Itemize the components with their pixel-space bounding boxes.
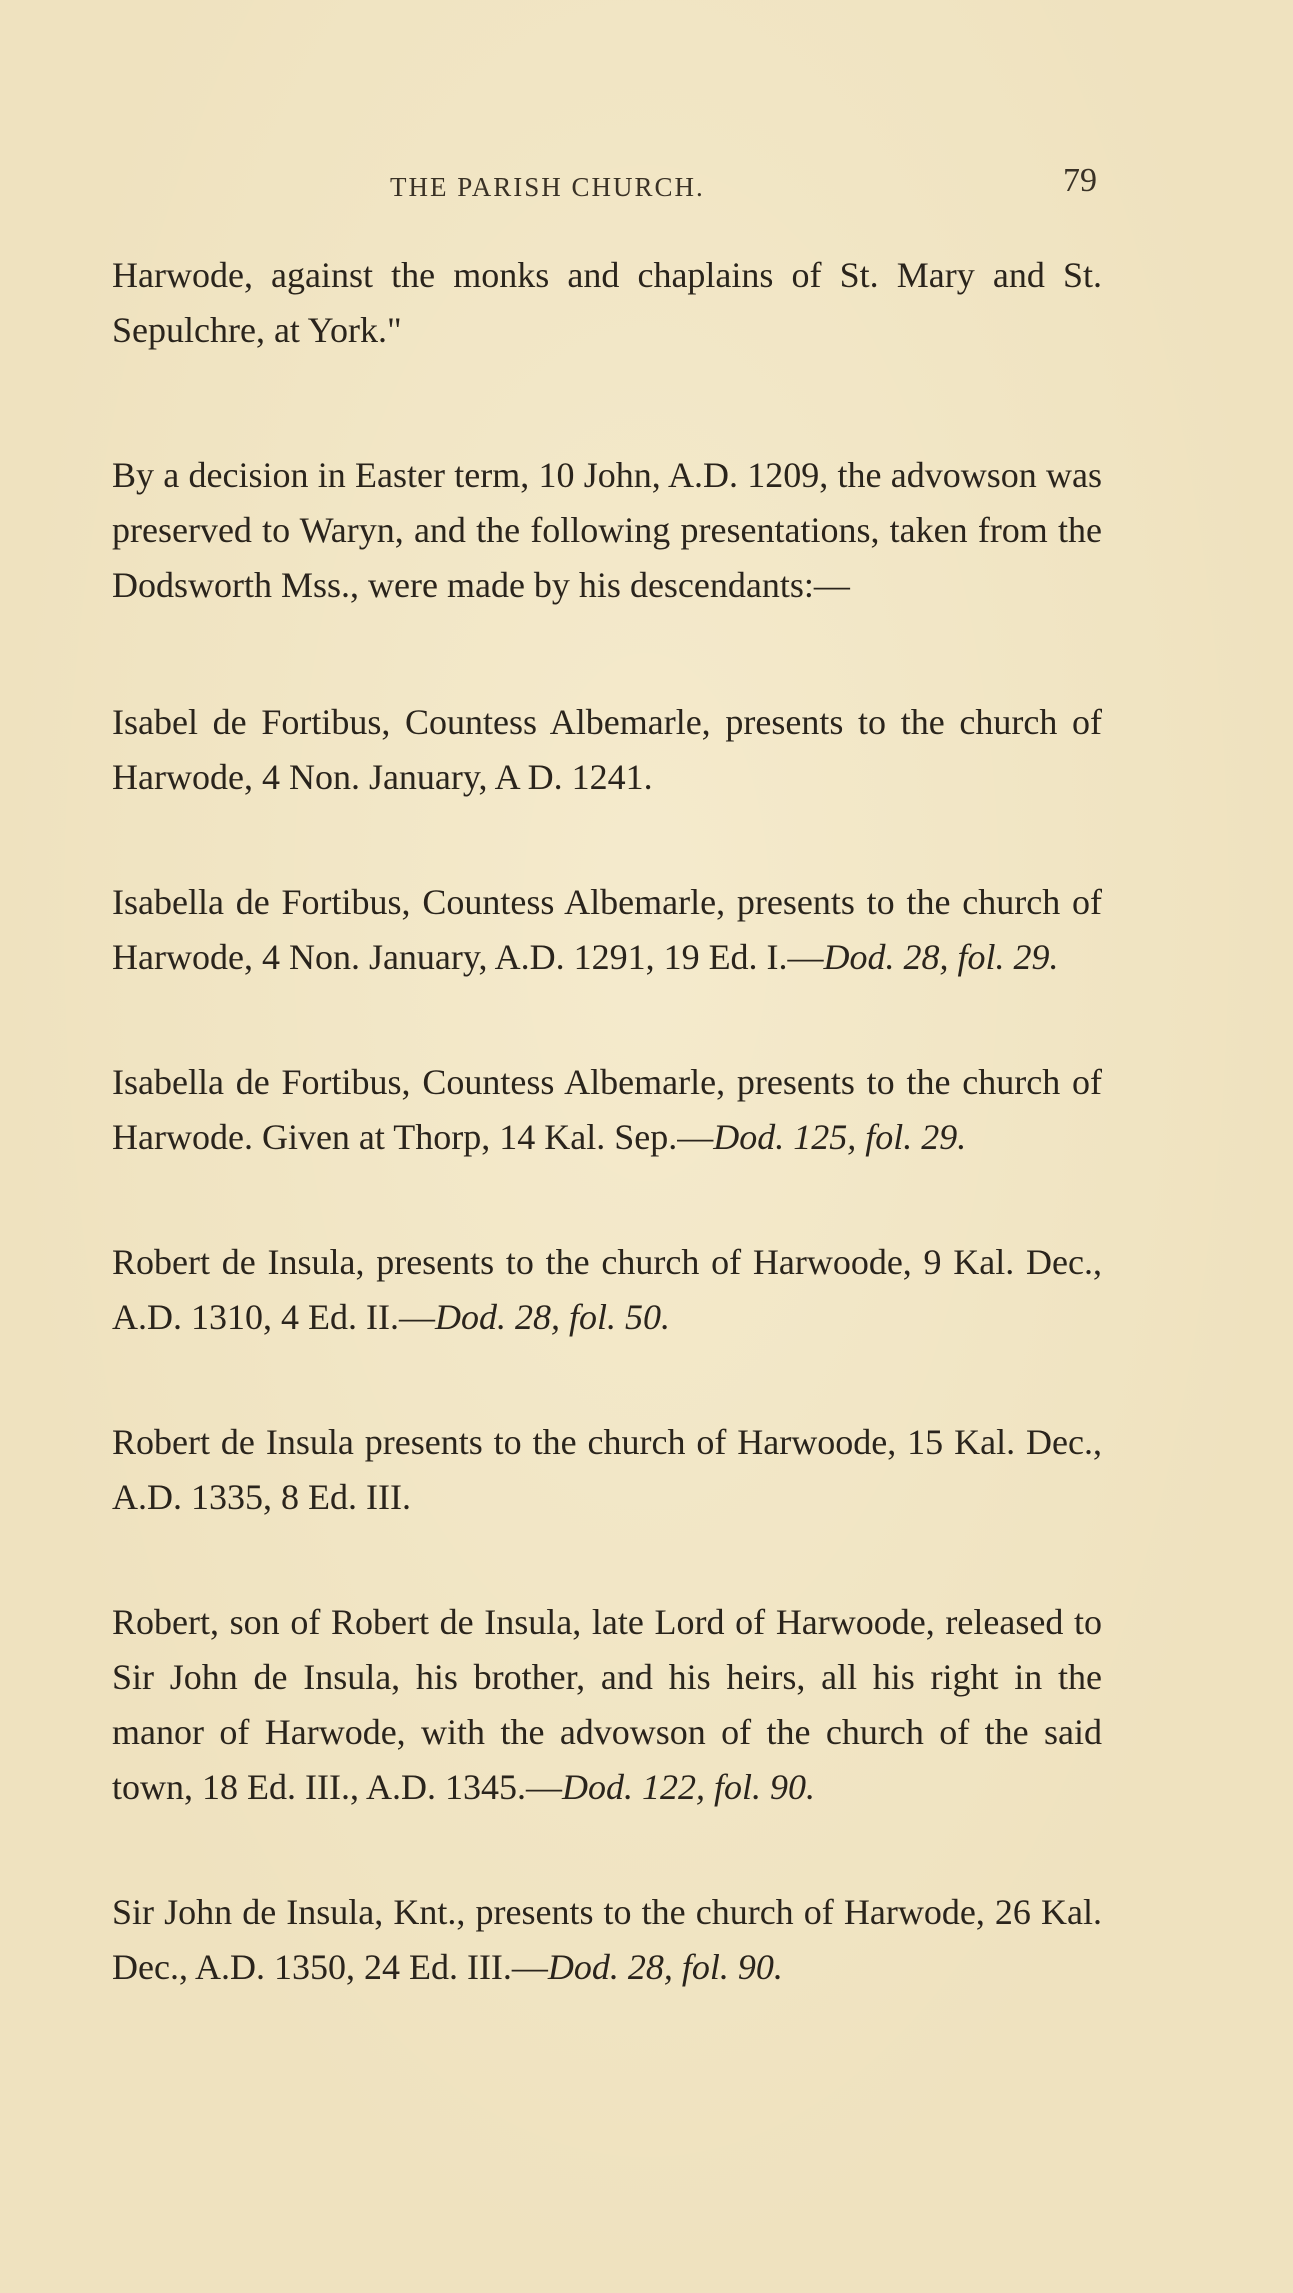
running-title: THE PARISH CHURCH.: [390, 172, 705, 202]
page-number: 79: [1063, 162, 1097, 199]
presentation-entry: [112, 1415, 1102, 1525]
entry-text: Isabella de Fortibus, Countess Albemarle, presents to the church of Harwode, 4 Non. January, A.D. 1291, 19 Ed. I.—: [112, 882, 1102, 977]
entry-text: Isabel de Fortibus, Countess Albemarle, presents to the church of Harwode, 4 Non. January, A D. 1241.: [112, 702, 1102, 797]
presentation-entry: [112, 875, 1102, 985]
entry-text: Isabella de Fortibus, Countess Albemarle, presents to the church of Harwode. Given at Thorp, 14 Kal. Sep.—: [112, 1062, 1102, 1157]
entry-reference: Dod. 125, fol. 29.: [713, 1117, 967, 1157]
presentation-entry: [112, 1235, 1102, 1345]
entry-text: Robert de Insula presents to the church of Harwoode, 15 Kal. Dec., A.D. 1335, 8 Ed. III.: [112, 1422, 1102, 1517]
paragraph-advowson: By a decision in Easter term, 10 John, A.D. 1209, the advowson was preserved to Waryn, and the following presentations, taken from the Dodsworth Mss., were made by his descendants:—: [112, 455, 1102, 605]
presentation-entry: [112, 1885, 1102, 1995]
presentation-entry: [112, 1595, 1102, 1815]
entry-text: Sir John de Insula, Knt., presents to the church of Harwode, 26 Kal. Dec., A.D. 1350, 24 Ed. III.—: [112, 1892, 1102, 1987]
entry-reference: Dod. 28, fol. 29.: [823, 937, 1059, 977]
entry-text: Robert de Insula, presents to the church of Harwoode, 9 Kal. Dec., A.D. 1310, 4 Ed. II.—: [112, 1242, 1102, 1337]
entry-reference: Dod. 28, fol. 50.: [434, 1297, 670, 1337]
presentation-entry: [112, 695, 1102, 805]
paragraph-continuation: Harwode, against the monks and chaplains of St. Mary and St. Sepulchre, at York.": [112, 255, 1102, 350]
entry-reference: Dod. 28, fol. 90.: [547, 1947, 783, 1987]
entry-text: Robert, son of Robert de Insula, late Lord of Harwoode, released to Sir John de Insula, his brother, and his heirs, all his right in the manor of Harwode, with the advowson of the church of the said town, 18 Ed. III., A.D. 1345.—: [112, 1602, 1102, 1807]
entry-reference: Dod. 122, fol. 90.: [561, 1767, 815, 1807]
body-text: [112, 248, 1102, 1995]
presentation-entry: [112, 1055, 1102, 1165]
